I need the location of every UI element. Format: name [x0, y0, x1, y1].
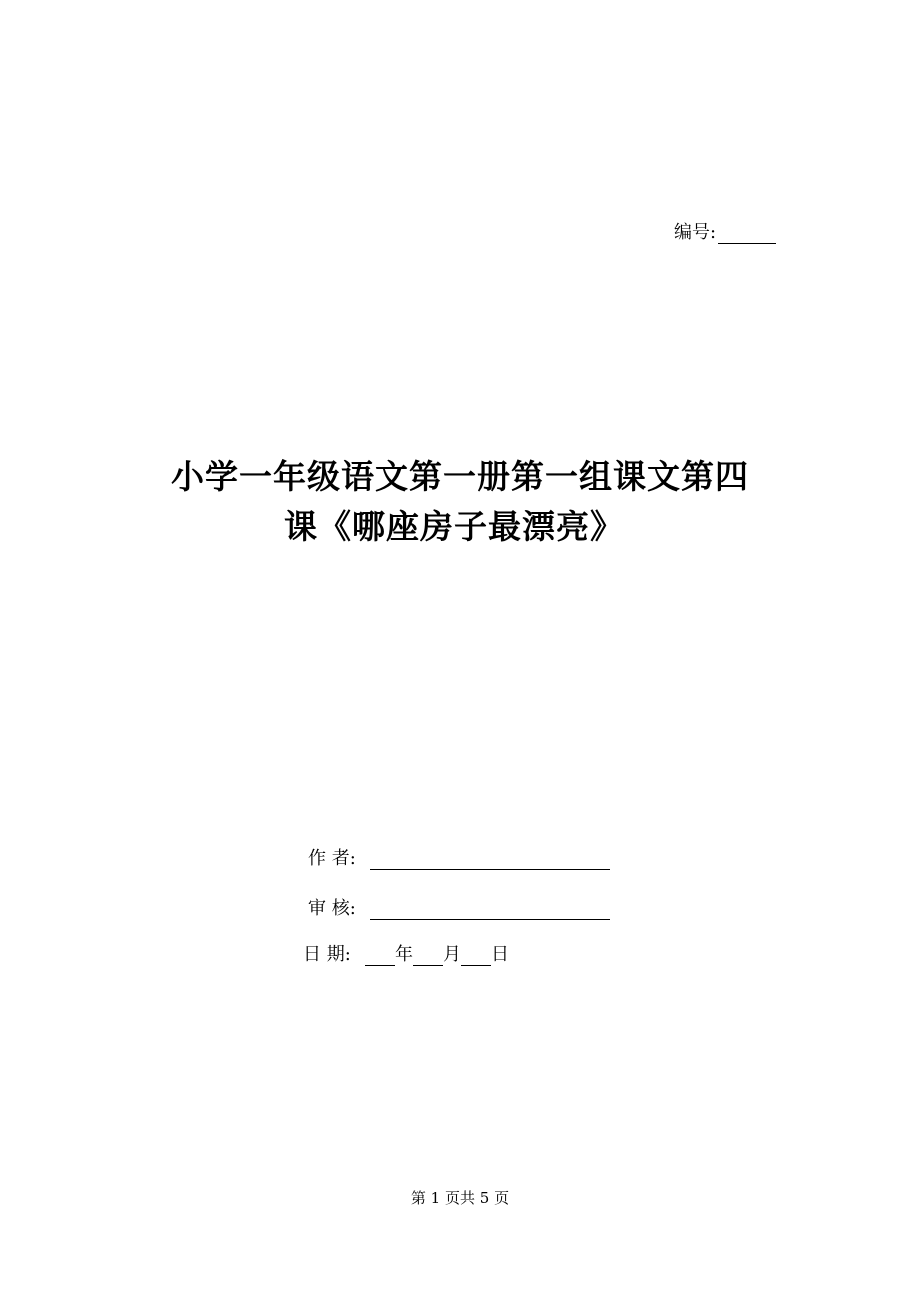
document-number-blank[interactable] [718, 225, 776, 244]
month-label: 月 [443, 944, 461, 965]
page-footer [0, 1188, 920, 1208]
review-blank[interactable] [370, 901, 610, 920]
document-number [674, 222, 776, 244]
review-label: 审 核: [308, 898, 356, 919]
date-label: 日 期: [303, 944, 351, 965]
day-blank[interactable] [461, 947, 491, 966]
day-label: 日 [491, 944, 509, 965]
document-number-label: 编号: [674, 222, 717, 243]
page-number-text: 第 1 页共 5 页 [410, 1189, 510, 1207]
year-blank[interactable] [365, 947, 395, 966]
year-label: 年 [395, 944, 413, 965]
title-line-1: 小学一年级语文第一册第一组课文第四 [171, 457, 749, 496]
author-field [308, 848, 610, 870]
author-blank[interactable] [370, 851, 610, 870]
date-field [303, 944, 509, 966]
month-blank[interactable] [413, 947, 443, 966]
author-label: 作 者: [308, 848, 356, 869]
document-title [0, 452, 920, 552]
title-line-2: 课《哪座房子最漂亮》 [284, 507, 624, 546]
review-field [308, 898, 610, 920]
